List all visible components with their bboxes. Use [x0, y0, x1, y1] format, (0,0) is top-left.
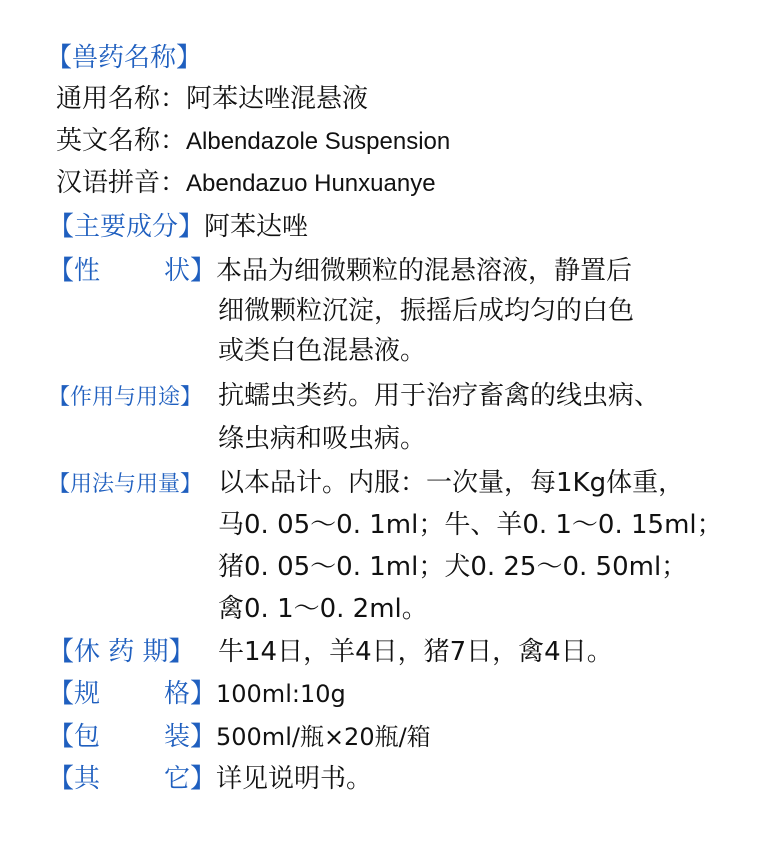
package-label-close: 装】 — [163, 722, 216, 752]
appearance-label — [48, 256, 216, 286]
dosage-line: 禽0. 1～0. 2ml。 — [218, 594, 428, 624]
package-label-open: 【包 — [48, 722, 101, 752]
spec-label — [48, 679, 216, 709]
ingredient-label: 【主要成分】 — [48, 212, 205, 242]
dosage-line: 猪0. 05～0. 1ml；犬0. 25～0. 50ml； — [218, 552, 688, 582]
other-value: 详见说明书。 — [216, 764, 373, 794]
dosage-line: 马0. 05～0. 1ml；牛、羊0. 1～0. 15ml； — [218, 510, 723, 540]
dosage-row — [48, 468, 684, 500]
english-name-label: 英文名称： — [56, 126, 187, 156]
pinyin-name-label: 汉语拼音： — [56, 168, 187, 198]
withdrawal-value: 牛14日，羊4日，猪7日，禽4日。 — [218, 637, 613, 667]
ingredient-row — [48, 212, 308, 242]
appearance-line: 或类白色混悬液。 — [218, 336, 427, 366]
dosage-line: 以本品计。内服：一次量，每1Kg体重， — [218, 468, 685, 498]
package-value: 500ml/瓶×20瓶/箱 — [216, 723, 431, 751]
usage-line: 绦虫病和吸虫病。 — [218, 424, 427, 454]
spec-row — [48, 679, 346, 709]
other-label-open: 【其 — [48, 764, 101, 794]
spec-label-close: 格】 — [163, 679, 216, 709]
pinyin-name-row — [56, 168, 436, 199]
section-title: 【兽药名称】 — [46, 43, 203, 73]
spec-value: 100ml:10g — [216, 680, 346, 708]
generic-name-value: 阿苯达唑混悬液 — [186, 84, 369, 114]
other-label — [48, 764, 216, 794]
ingredient-value: 阿苯达唑 — [204, 212, 309, 242]
appearance-row — [48, 256, 632, 286]
other-label-close: 它】 — [163, 764, 216, 794]
package-row — [48, 722, 431, 752]
other-row — [48, 764, 372, 794]
withdrawal-row — [48, 637, 613, 667]
appearance-label-close: 状】 — [163, 256, 216, 286]
usage-row — [48, 381, 660, 413]
usage-label: 【作用与用途】 — [48, 385, 203, 410]
english-name-row — [56, 126, 450, 157]
english-name-value: Albendazole Suspension — [186, 128, 451, 155]
generic-name-label: 通用名称： — [56, 84, 187, 114]
dosage-label: 【用法与用量】 — [48, 472, 203, 497]
generic-name-row — [56, 84, 368, 114]
appearance-line: 细微颗粒沉淀，振摇后成均匀的白色 — [218, 296, 635, 326]
package-label — [48, 722, 216, 752]
pinyin-name-value: Abendazuo Hunxuanye — [186, 170, 436, 197]
usage-line: 抗蠕虫类药。用于治疗畜禽的线虫病、 — [218, 381, 661, 411]
appearance-label-open: 【性 — [48, 256, 101, 286]
withdrawal-label: 【休 药 期】 — [48, 637, 195, 667]
spec-label-open: 【规 — [48, 679, 101, 709]
appearance-line: 本品为细微颗粒的混悬溶液，静置后 — [216, 256, 633, 286]
